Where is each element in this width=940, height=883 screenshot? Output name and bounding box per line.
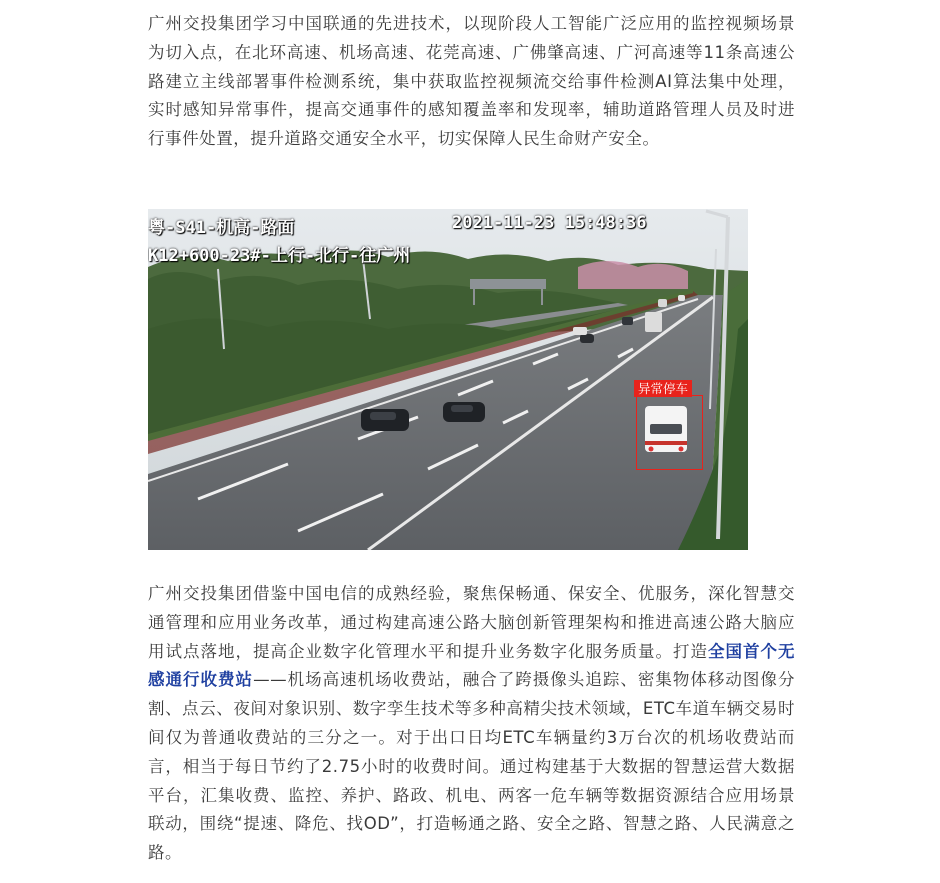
article-paragraph-2	[148, 580, 795, 868]
paragraph-2-text-before: 广州交投集团借鉴中国电信的成熟经验，聚焦保畅通、保安全、优服务，深化智慧交通管理和应用业务改革，通过构建高速公路大脑创新管理架构和推进高速公路大脑应用试点落地，提高企业数字化管理水平和提升业务数字化服务质量。打造	[148, 584, 795, 661]
paragraph-2-text-after: ——机场高速机场收费站，融合了跨摄像头追踪、密集物体移动图像分割、点云、夜间对象识别、数字孪生技术等多种高精尖技术领域，ETC车道车辆交易时间仅为普通收费站的三分之一。对于出口日均ETC车辆量约3万台次的机场收费站而言，相当于每日节约了2.75小时的收费时间。通过构建基于大数据的智慧运营大数据平台，汇集收费、监控、养护、路政、机电、两客一危车辆等数据资源结合应用场景联动，围绕“提速、降危、找OD”，打造畅通之路、安全之路、智慧之路、人民满意之路。	[148, 670, 795, 863]
detection-box	[636, 395, 703, 470]
camera-road-id: 粤-S41-机高-路面	[148, 218, 295, 238]
camera-location: K12+600-23#-上行-北行-往广州	[148, 246, 411, 266]
surveillance-image	[148, 209, 748, 550]
camera-timestamp: 2021-11-23 15:48:36	[452, 213, 647, 233]
article-paragraph-1: 广州交投集团学习中国联通的先进技术，以现阶段人工智能广泛应用的监控视频场景为切入点，在北环高速、机场高速、花莞高速、广佛肇高速、广河高速等11条高速公路建立主线部署事件检测系统，集中获取监控视频流交给事件检测AI算法集中处理，实时感知异常事件，提高交通事件的感知覆盖率和发现率，辅助道路管理人员及时进行事件处置，提升道路交通安全水平，切实保障人民生命财产安全。	[148, 14, 795, 149]
detection-label: 异常停车	[634, 380, 692, 397]
highlight-toll-station: 全国首个无感通行收费站	[148, 641, 795, 690]
